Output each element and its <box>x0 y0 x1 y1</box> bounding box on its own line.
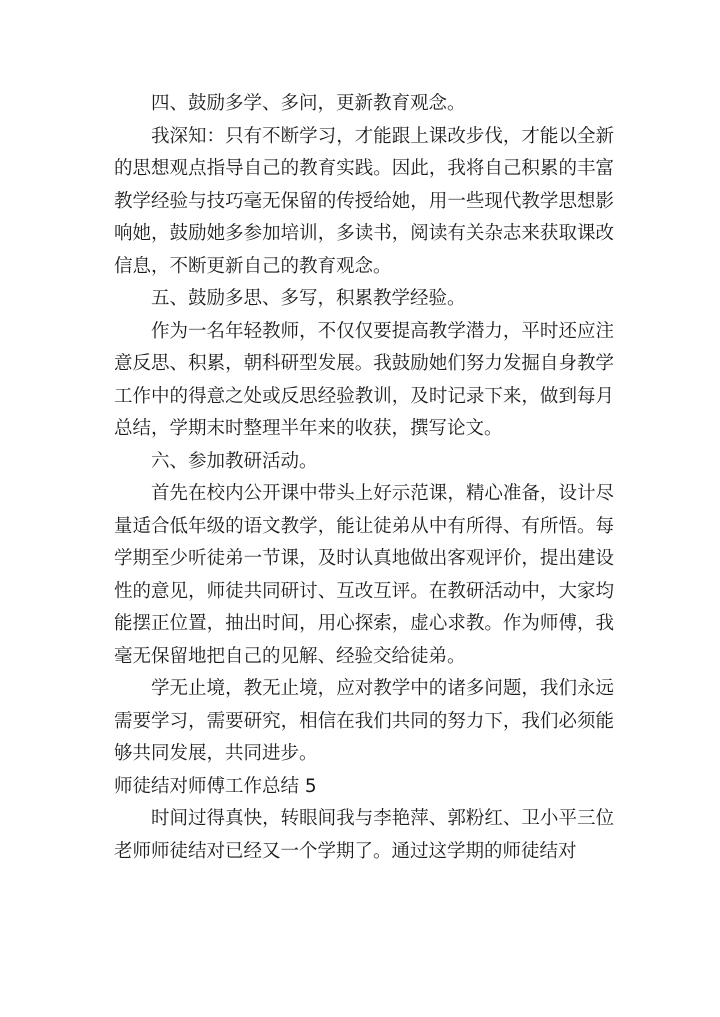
document-body <box>114 88 614 868</box>
section-heading-5: 五、鼓励多思、多写，积累教学经验。 <box>151 288 466 309</box>
paragraph: 学无止境，教无止境，应对教学中的诸多问题，我们永远需要学习，需要研究，相信在我们共同的努力下，我们必须能够共同发展，共同进步。 <box>114 678 614 764</box>
paragraph: 我深知：只有不断学习，才能跟上课改步伐，才能以全新的思想观点指导自己的教育实践。因此，我将自己积累的丰富教学经验与技巧毫无保留的传授给她，用一些现代教学思想影响她，鼓励她多参加培训，多读书，阅读有关杂志来获取课改信息，不断更新自己的教育观念。 <box>114 125 614 277</box>
paragraph: 首先在校内公开课中带头上好示范课，精心准备，设计尽量适合低年级的语文教学，能让徒弟从中有所得、有所悟。每学期至少听徒弟一节课，及时认真地做出客观评价，提出建设性的意见，师徒共同研讨、互改互评。在教研活动中，大家均能摆正位置，抽出时间，用心探索，虚心求教。作为师傅，我毫无保留地把自己的见解、经验交给徒弟。 <box>114 483 614 667</box>
document-title: 师徒结对师傅工作总结 5 <box>114 775 317 797</box>
section-heading-6: 六、参加教研活动。 <box>151 450 318 472</box>
section-heading-4: 四、鼓励多学、多问，更新教育观念。 <box>151 93 466 114</box>
paragraph: 时间过得真快，转眼间我与李艳萍、郭粉红、卫小平三位老师师徒结对已经又一个学期了。通过这学期的师徒结对 <box>114 808 614 862</box>
paragraph: 作为一名年轻教师，不仅仅要提高教学潜力，平时还应注意反思、积累，朝科研型发展。我鼓励她们努力发掘自身教学工作中的得意之处或反思经验教训，及时记录下来，做到每月总结，学期末时整理半年来的收获，撰写论文。 <box>114 320 614 439</box>
